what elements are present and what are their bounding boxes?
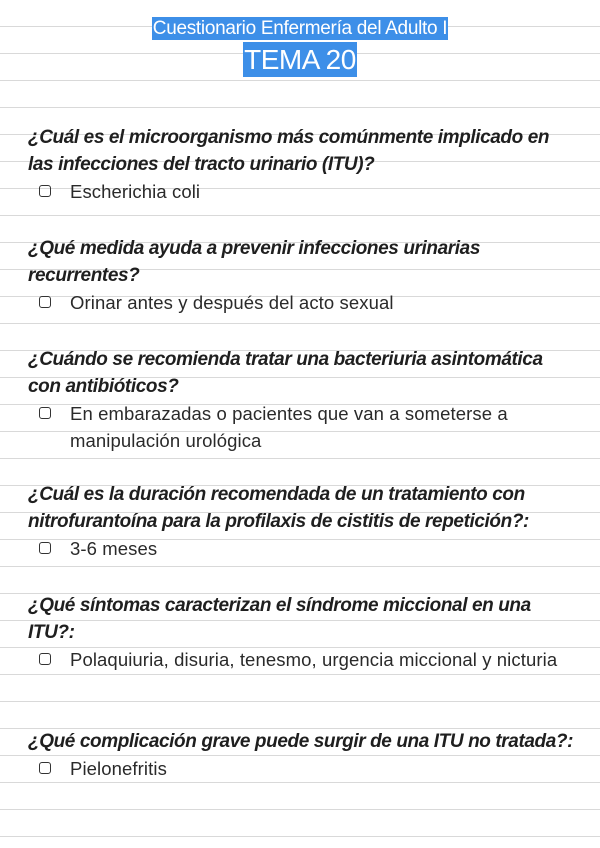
- qa-item: [28, 592, 576, 673]
- page-title: TEMA 20: [244, 44, 356, 75]
- checkbox-icon[interactable]: [39, 762, 51, 774]
- question-text: ¿Qué complicación grave puede surgir de una ITU no tratada?:: [28, 731, 574, 752]
- answer-text: Polaquiuria, disuria, tenesmo, urgencia miccional y nicturia: [70, 649, 558, 670]
- answer-option[interactable]: [28, 646, 576, 673]
- answer-option[interactable]: [28, 289, 576, 316]
- qa-item: [28, 728, 576, 782]
- answer-text: Pielonefritis: [70, 758, 167, 779]
- page-header: [0, 17, 600, 77]
- answer-text: Escherichia coli: [70, 181, 201, 202]
- question-text: ¿Cuál es la duración recomendada de un tratamiento con nitrofurantoína para la profilaxis de cistitis de repetición?:: [28, 484, 529, 532]
- checkbox-icon[interactable]: [39, 542, 51, 554]
- checkbox-icon[interactable]: [39, 296, 51, 308]
- question-text: ¿Cuál es el microorganismo más comúnmente implicado en las infecciones del tracto urinario (ITU)?: [28, 127, 550, 175]
- question-text: ¿Cuándo se recomienda tratar una bacteriuria asintomática con antibióticos?: [28, 349, 543, 397]
- qa-item: [28, 481, 576, 562]
- question-text: ¿Qué síntomas caracterizan el síndrome miccional en una ITU?:: [28, 595, 531, 643]
- answer-option[interactable]: [28, 400, 576, 454]
- answer-option[interactable]: [28, 178, 576, 205]
- checkbox-icon[interactable]: [39, 653, 51, 665]
- answer-text: 3-6 meses: [70, 538, 158, 559]
- answer-option[interactable]: [28, 535, 576, 562]
- answer-option[interactable]: [28, 755, 576, 782]
- checkbox-icon[interactable]: [39, 185, 51, 197]
- qa-item: [28, 346, 576, 454]
- qa-item: [28, 235, 576, 316]
- answer-text: Orinar antes y después del acto sexual: [70, 292, 394, 313]
- page-subtitle: Cuestionario Enfermería del Adulto I: [152, 18, 448, 39]
- checkbox-icon[interactable]: [39, 407, 51, 419]
- answer-text: En embarazadas o pacientes que van a someterse a manipulación urológica: [70, 403, 508, 451]
- qa-item: [28, 124, 576, 205]
- question-text: ¿Qué medida ayuda a prevenir infecciones urinarias recurrentes?: [28, 238, 481, 286]
